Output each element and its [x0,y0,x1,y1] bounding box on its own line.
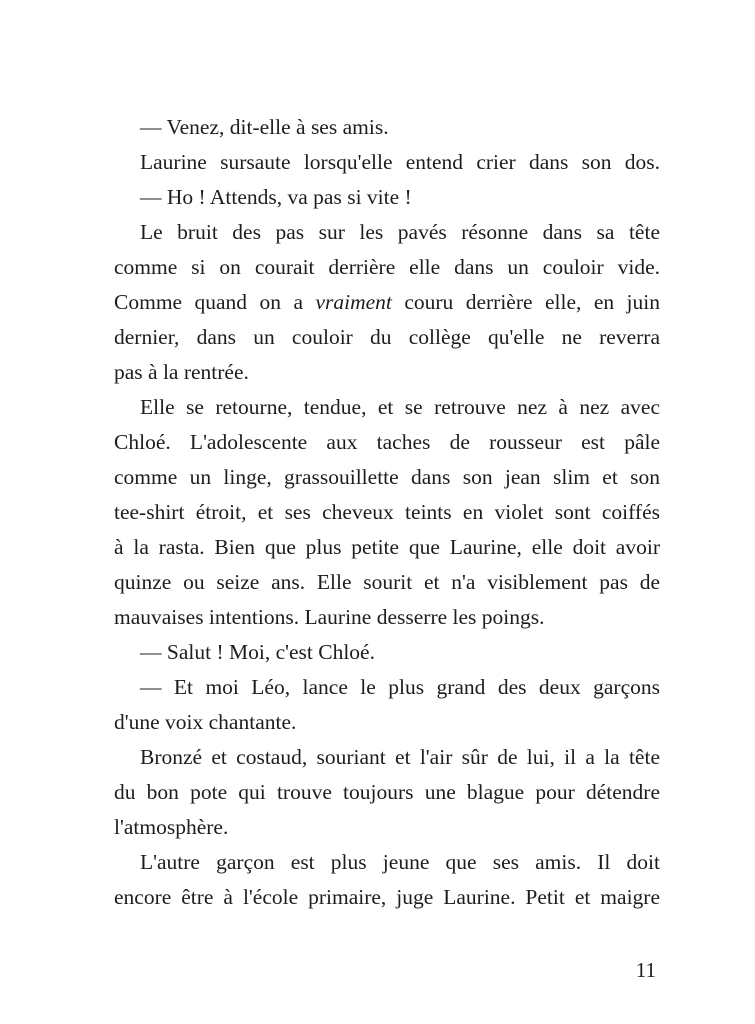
text-line: tee-shirt étroit, et ses cheveux teints en violet sont coiffés [114,500,660,524]
text-line: L'autre garçon est plus jeune que ses amis. Il doit [140,850,660,874]
text-line: encore être à l'école primaire, juge Laurine. Petit et maigre [114,885,660,909]
text-line: Elle se retourne, tendue, et se retrouve nez à nez avec [140,395,660,419]
text-line: — Salut ! Moi, c'est Chloé. [140,640,375,664]
page-number: 11 [635,958,656,982]
text-line: à la rasta. Bien que plus petite que Laurine, elle doit avoir [114,535,660,559]
text-line: d'une voix chantante. [114,710,297,734]
text-line: comme un linge, grassouillette dans son jean slim et son [114,465,660,489]
text-line: Bronzé et costaud, souriant et l'air sûr de lui, il a la tête [140,745,660,769]
text-line: Laurine sursaute lorsqu'elle entend crier dans son dos. [140,150,660,174]
emphasis-word: vraiment [315,290,392,314]
text-line: Le bruit des pas sur les pavés résonne dans sa tête [140,220,660,244]
page-body-text [114,110,660,915]
text-line: du bon pote qui trouve toujours une blague pour détendre [114,780,660,804]
text-line: quinze ou seize ans. Elle sourit et n'a visiblement pas de [114,570,660,594]
text-line-with-emphasis [114,285,660,320]
text-line: — Ho ! Attends, va pas si vite ! [140,185,412,209]
text-line: comme si on courait derrière elle dans un couloir vide. [114,255,660,279]
text-segment: Comme quand on a [114,290,316,314]
text-line: — Et moi Léo, lance le plus grand des deux garçons [140,675,660,699]
text-line: Chloé. L'adolescente aux taches de rousseur est pâle [114,430,660,454]
text-line: — Venez, dit-elle à ses amis. [140,115,389,139]
text-line: dernier, dans un couloir du collège qu'elle ne reverra [114,325,660,349]
text-line: pas à la rentrée. [114,360,249,384]
text-line: l'atmosphère. [114,815,229,839]
text-line: mauvaises intentions. Laurine desserre les poings. [114,605,545,629]
text-segment: couru derrière elle, en juin [391,290,661,314]
